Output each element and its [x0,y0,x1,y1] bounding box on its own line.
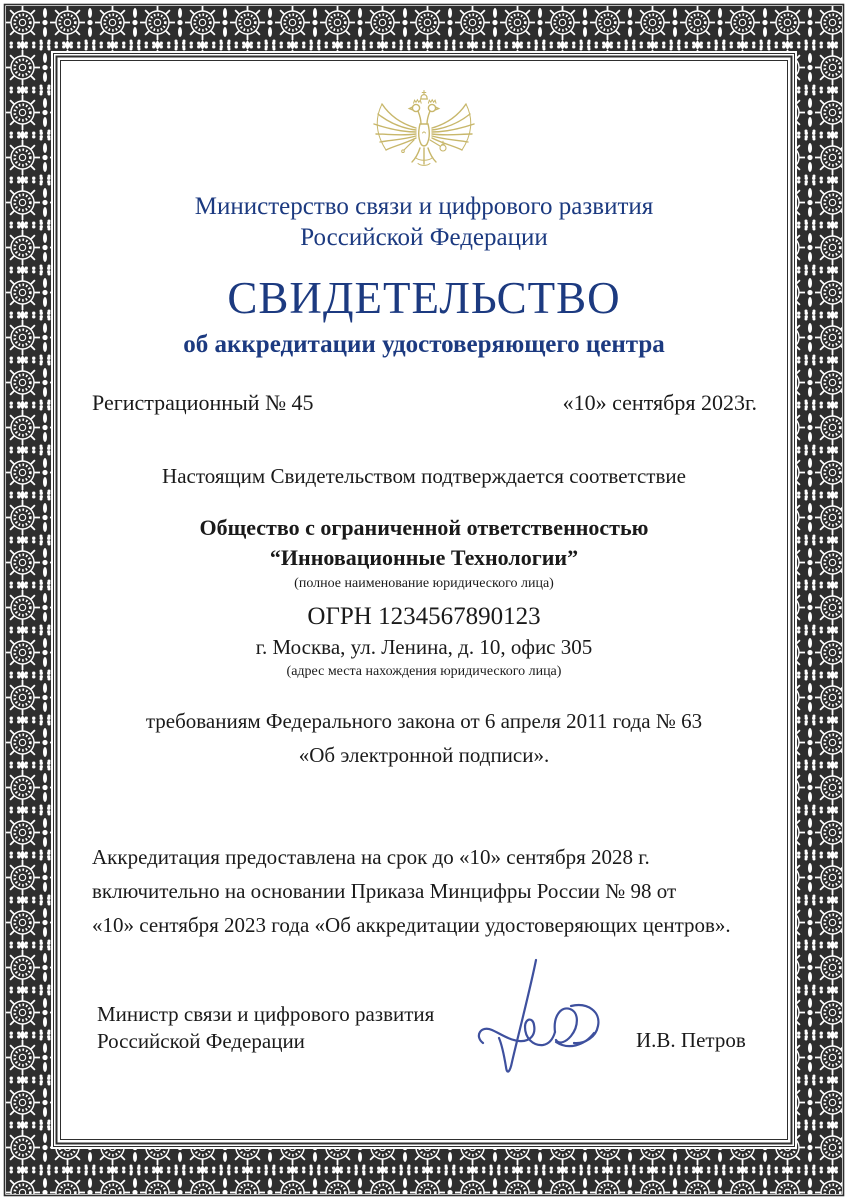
page-title: СВИДЕТЕЛЬСТВО [227,273,621,323]
registration-row [63,389,785,417]
registration-date: «10» сентября 2023г. [562,390,757,415]
ministry-line2: Российской Федерации [300,224,548,251]
ministry-line1: Министерство связи и цифрового развития [194,193,654,220]
signature-icon [468,948,628,1098]
ministry-header [63,191,785,253]
accreditation-paragraph [63,840,785,942]
page-subtitle: об аккредитации удостоверяющего центра [183,331,665,358]
accreditation-line1: Аккредитация предоставлена на срок до «10» сентября 2028 г. [92,845,650,869]
signatory-position-line1: Министр связи и цифрового развития [97,1002,435,1026]
organization-block [63,513,785,681]
organization-name-line1: Общество с ограниченной ответственностью [199,515,649,540]
accreditation-line3: «10» сентября 2023 года «Об аккредитации удостоверяющих центров». [92,913,731,937]
organization-address: г. Москва, ул. Ленина, д. 10, офис 305 [255,635,593,659]
organization-name-note: (полное наименование юридического лица) [294,576,554,591]
law-line2: «Об электронной подписи». [298,743,550,767]
statement-line: Настоящим Свидетельством подтверждается соответствие [162,464,686,488]
certificate-content [63,63,785,1143]
organization-ogrn: ОГРН 1234567890123 [307,603,541,630]
registration-number: Регистрационный № 45 [92,390,314,415]
organization-address-note: (адрес места нахождения юридического лица) [286,664,562,679]
signatory-name: И.В. Петров [636,1028,746,1052]
law-reference-block [63,704,785,772]
signatory-position-block [97,1001,517,1055]
law-line1: требованиям Федерального закона от 6 апреля 2011 года № 63 [145,709,703,733]
signatory-position-line2: Российской Федерации [97,1029,305,1053]
coat-of-arms-icon [364,88,484,188]
organization-name-line2: “Инновационные Технологии” [269,545,579,570]
accreditation-line2: включительно на основании Приказа Минцифры России № 98 от [92,879,677,903]
